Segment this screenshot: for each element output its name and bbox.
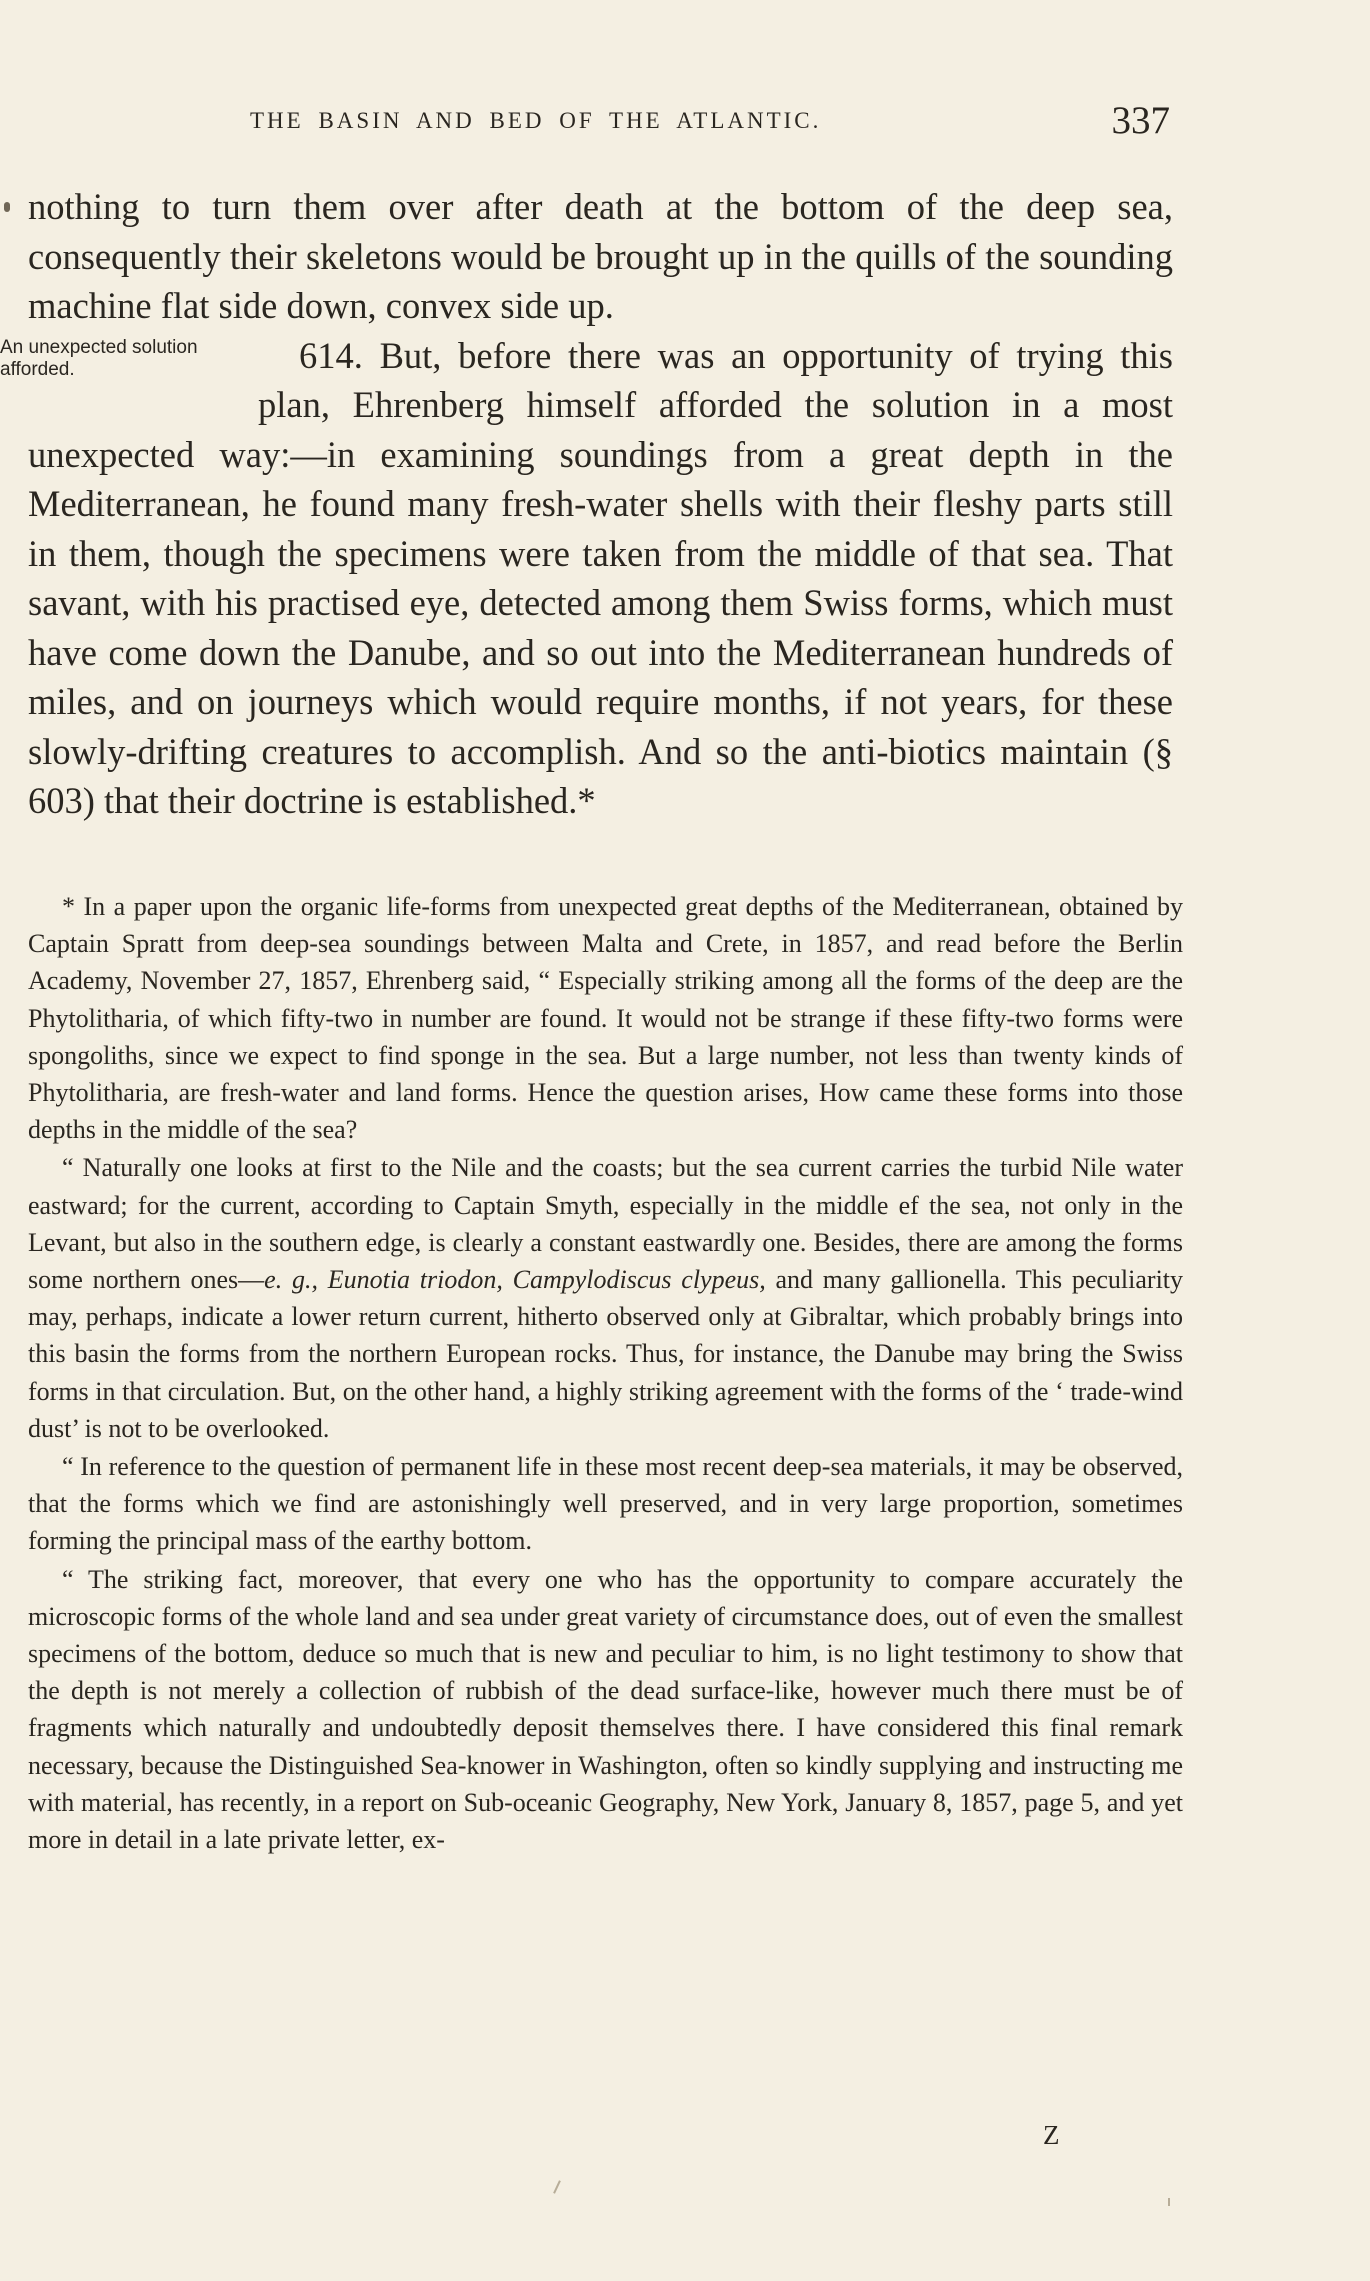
- running-title: THE BASIN AND BED OF THE ATLANTIC.: [250, 108, 822, 133]
- paragraph-614: 614. But, before there was an opportunity of trying this plan, Ehrenberg himself afforded the solution in a most unexpected way:—in examining soundings from a great depth in the Mediterranean, he found many fresh-water shells with their fleshy parts still in them, though the specimens were taken from the middle of that sea. That savant, with his practised eye, detected among them Swiss forms, which must have come down the Danube, and so out into the Mediterranean hundreds of miles, and on journeys which would require months, if not years, for these slowly-drifting creatures to accomplish. And so the anti-biotics maintain (§ 603) that their doctrine is established.*: [28, 334, 1173, 821]
- footnote-2-species-names: e. g., Eunotia triodon, Campylodiscus clypeus,: [264, 1265, 766, 1295]
- paper-mark: [1168, 2198, 1170, 2206]
- page-header: [250, 98, 1170, 148]
- footnote-paragraph-2: [28, 1149, 1183, 1447]
- page-number: 337: [1111, 99, 1170, 142]
- footnotes: [28, 888, 1183, 1858]
- margin-note: An unexpected solution afforded.: [0, 336, 198, 380]
- footnote-paragraph-3: “ In reference to the question of permanent life in these most recent deep-sea materials, it may be observed, that the forms which we find are astonishingly well preserved, and in very large proportion, sometimes forming the principal mass of the earthy bottom.: [28, 1452, 1183, 1556]
- paper-mark: [553, 2180, 561, 2194]
- footnote-2-text-end: and many gallionella. This peculiarity may, perhaps, indicate a lower return current, hitherto observed only at Gibraltar, which probably brings into this basin the forms from the northern European rocks. Thus, for instance, the Danube may bring the Swiss forms in that circulation. But, on the other hand, a highly striking agreement with the forms of the ‘ trade-wind dust’ is not to be overlooked.: [28, 1265, 1184, 1443]
- footnote-2-text-start: “ Naturally one looks at first to the Nile and the coasts; but the sea current carries the turbid Nile water eastward; for the current, according to Captain Smyth, especially in the middle ef the sea, not only in the Levant, but also in the southern edge, is clearly a constant eastwardly one. Besides, there are among the forms some northern ones—: [28, 1153, 1183, 1295]
- footnote-paragraph-4: “ The striking fact, moreover, that every one who has the opportunity to compare accurately the microscopic forms of the whole land and sea under great variety of circumstance does, out of even the smallest specimens of the bottom, deduce so much that is new and peculiar to him, is no light testimony to show that the depth is not merely a collection of rubbish of the dead surface-like, however much there must be of fragments which naturally and undoubtedly deposit themselves there. I have considered this final remark necessary, because the Distinguished Sea-knower in Washington, often so kindly supplying and instructing me with material, has recently, in a report on Sub-oceanic Geography, New York, January 8, 1857, page 5, and yet more in detail in a late private letter, ex-: [28, 1564, 1183, 1855]
- main-text: [0, 182, 1173, 826]
- catchword: Z: [1043, 2120, 1060, 2150]
- margin-bullet-mark: [4, 202, 10, 212]
- paragraph-continuation: nothing to turn them over after death at the bottom of the deep sea, consequently their skeletons would be brought up in the quills of the sounding machine flat side down, convex side up.: [28, 186, 1173, 326]
- footnote-paragraph-1: * In a paper upon the organic life-forms from unexpected great depths of the Mediterranean, obtained by Captain Spratt from deep-sea soundings between Malta and Crete, in 1857, and read before the Berlin Academy, November 27, 1857, Ehrenberg said, “ Especially striking among all the forms of the deep are the Phytolitharia, of which fifty-two in number are found. It would not be strange if these fifty-two forms were spongoliths, since we expect to find sponge in the sea. But a large number, not less than twenty kinds of Phytolitharia, are fresh-water and land forms. Hence the question arises, How came these forms into those depths in the middle of the sea?: [28, 892, 1183, 1145]
